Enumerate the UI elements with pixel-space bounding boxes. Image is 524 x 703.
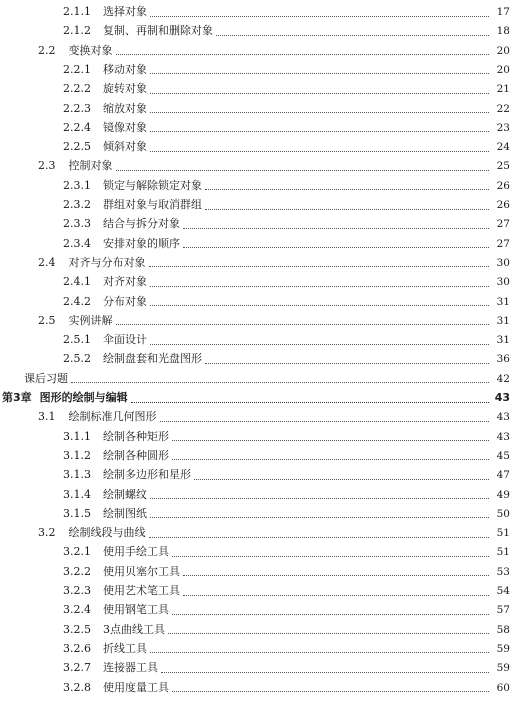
dot-leader [183, 246, 489, 248]
toc-page-number: 51 [496, 527, 510, 540]
dot-leader [150, 497, 489, 499]
toc-number: 2.3.4 [63, 236, 91, 250]
toc-page-number: 51 [496, 546, 510, 559]
toc-page-number: 58 [496, 623, 510, 636]
toc-subsection[interactable] [0, 544, 524, 560]
toc-number: 2.3.3 [63, 217, 91, 231]
dot-leader [183, 227, 489, 229]
toc-page-number: 43 [496, 411, 510, 424]
toc-subsection[interactable] [0, 602, 524, 618]
toc-page-number: 27 [496, 237, 510, 250]
toc-page-number: 31 [496, 295, 510, 308]
toc-title: 选择对象 [103, 5, 147, 18]
toc-subsection[interactable] [0, 23, 524, 39]
dot-leader [183, 574, 489, 576]
toc-page-number: 42 [496, 372, 510, 385]
dot-leader [172, 690, 489, 692]
toc-title: 使用艺术笔工具 [103, 584, 180, 597]
toc-title: 使用度量工具 [103, 680, 169, 694]
toc-title: 伞面设计 [103, 333, 147, 347]
toc-page-number: 49 [496, 488, 510, 501]
toc-page-number: 21 [496, 83, 510, 96]
toc-number: 3.1.2 [63, 448, 91, 462]
toc-page-number: 31 [496, 334, 510, 347]
toc-number: 3.1 [38, 410, 56, 424]
toc-subsection[interactable] [0, 622, 524, 638]
toc-subsection[interactable] [0, 62, 524, 78]
toc-number: 3.2.1 [63, 545, 91, 559]
dot-leader [172, 555, 489, 557]
toc-page-number: 31 [496, 314, 510, 327]
toc-page-number: 27 [496, 218, 510, 231]
toc-subsection[interactable] [0, 506, 524, 522]
toc-number: 2.2 [38, 43, 56, 57]
toc-page-number: 26 [496, 199, 510, 211]
toc-page-number: 47 [496, 469, 510, 482]
toc-page-number: 30 [496, 276, 510, 289]
toc-title: 对齐与分布对象 [68, 255, 146, 269]
toc-subsection[interactable] [0, 487, 524, 503]
toc-page-number: 57 [496, 604, 510, 617]
toc-page-number: 50 [496, 507, 510, 520]
dot-leader [150, 516, 489, 518]
toc-entry[interactable] [0, 371, 524, 387]
toc-page-number: 20 [496, 63, 510, 76]
dot-leader [205, 208, 489, 210]
toc-subsection[interactable] [0, 178, 524, 194]
toc-page-number: 24 [496, 141, 510, 154]
dot-leader [150, 343, 489, 345]
toc-number: 2.5.2 [63, 352, 91, 366]
toc-section[interactable] [0, 409, 524, 425]
toc-number: 3.2.7 [63, 661, 91, 675]
toc-subsection[interactable] [0, 4, 524, 20]
toc-page-number: 17 [496, 6, 510, 18]
toc-subsection[interactable] [0, 583, 524, 599]
dot-leader [150, 15, 489, 17]
toc-page-number: 18 [496, 25, 510, 38]
dot-leader [172, 458, 489, 460]
dot-leader [168, 632, 489, 634]
toc-number: 2.3.1 [63, 178, 91, 192]
dot-leader [150, 304, 489, 306]
toc-subsection[interactable] [0, 236, 524, 252]
toc-number: 2.1.2 [63, 24, 91, 38]
toc-title: 安排对象的顺序 [103, 236, 180, 250]
toc-title: 镜像对象 [103, 120, 147, 134]
toc-title: 图形的绘制与编辑 [39, 391, 128, 404]
toc-page-number: 36 [496, 353, 510, 366]
toc-subsection[interactable] [0, 216, 524, 232]
dot-leader [150, 150, 489, 152]
dot-leader [149, 536, 490, 538]
toc-number: 3.2.3 [63, 584, 91, 597]
toc-page-number: 25 [496, 160, 510, 173]
toc-subsection[interactable] [0, 81, 524, 97]
toc-page-number: 60 [496, 681, 510, 694]
dot-leader [172, 439, 489, 441]
toc-title: 绘制多边形和星形 [103, 468, 191, 482]
toc-page-number: 59 [496, 642, 510, 655]
toc-title: 绘制各种矩形 [103, 429, 169, 443]
toc-title: 使用钢笔工具 [103, 603, 169, 617]
toc-subsection[interactable] [0, 332, 524, 348]
toc-subsection[interactable] [0, 680, 524, 696]
dot-leader [150, 651, 489, 653]
dot-leader [71, 381, 489, 383]
dot-leader [149, 265, 490, 267]
toc-title: 绘制线段与曲线 [68, 526, 146, 540]
toc-section[interactable] [0, 313, 524, 329]
dot-leader [116, 169, 490, 171]
dot-leader [150, 72, 489, 74]
toc-section[interactable] [0, 43, 524, 59]
toc-title: 复制、再制和删除对象 [103, 24, 213, 38]
toc-title: 变换对象 [68, 43, 113, 57]
dot-leader [161, 671, 489, 673]
toc-subsection[interactable] [0, 120, 524, 136]
toc-number: 3.2.6 [63, 641, 91, 655]
dot-leader [183, 594, 489, 596]
toc-number: 3.2.5 [63, 622, 91, 636]
toc-subsection[interactable] [0, 467, 524, 483]
toc-number: 第3章 [2, 391, 32, 404]
dot-leader [205, 362, 489, 364]
toc-title: 结合与拆分对象 [103, 217, 180, 231]
toc-subsection[interactable] [0, 139, 524, 155]
toc-title: 缩放对象 [103, 101, 147, 115]
toc-page-number: 20 [496, 44, 510, 57]
toc-subsection[interactable] [0, 660, 524, 676]
toc-number: 2.3 [38, 159, 56, 173]
toc-number: 2.5 [38, 313, 56, 327]
toc-number: 2.4.2 [63, 294, 91, 308]
toc-title: 3点曲线工具 [103, 622, 165, 636]
dot-leader [116, 323, 490, 325]
dot-leader [160, 420, 490, 422]
dot-leader [150, 92, 489, 94]
toc-page-number: 54 [496, 585, 510, 597]
toc-title: 绘制盘套和光盘图形 [103, 352, 202, 366]
toc-page-number: 43 [496, 430, 510, 443]
toc-title: 使用贝塞尔工具 [103, 564, 180, 578]
toc-title: 绘制各种圆形 [103, 448, 169, 462]
dot-leader [172, 613, 489, 615]
toc-number: 3.2.2 [63, 564, 91, 578]
toc-page-number: 43 [494, 391, 510, 404]
toc-subsection[interactable] [0, 448, 524, 464]
toc-number: 3.1.1 [63, 429, 91, 443]
toc-number: 2.2.4 [63, 120, 91, 134]
toc-subsection[interactable] [0, 294, 524, 310]
toc-title: 折线工具 [103, 641, 147, 655]
toc-number: 3.2 [38, 526, 56, 540]
toc-title: 控制对象 [68, 159, 113, 173]
dot-leader [194, 478, 489, 480]
toc-number: 2.4.1 [63, 275, 91, 289]
toc-subsection[interactable] [0, 564, 524, 580]
toc-number: 3.1.3 [63, 468, 91, 482]
toc-subsection[interactable] [0, 429, 524, 445]
toc-section[interactable] [0, 525, 524, 541]
toc-number: 3.2.8 [63, 680, 91, 694]
toc-number: 2.4 [38, 255, 56, 269]
toc-number: 2.2.1 [63, 62, 91, 76]
toc-title: 对齐对象 [103, 275, 147, 289]
toc-subsection[interactable] [0, 197, 524, 213]
toc-title: 群组对象与取消群组 [103, 198, 202, 211]
toc-title: 实例讲解 [68, 313, 113, 327]
toc-number: 2.5.1 [63, 333, 91, 347]
toc-title: 移动对象 [103, 62, 147, 76]
toc-number: 3.1.4 [63, 487, 91, 501]
toc-page-number: 30 [496, 256, 510, 269]
dot-leader [205, 188, 489, 190]
toc-title: 绘制标准几何图形 [68, 410, 157, 424]
toc-subsection[interactable] [0, 351, 524, 367]
toc-title: 绘制图纸 [103, 506, 147, 520]
dot-leader [116, 53, 490, 55]
toc-number: 3.1.5 [63, 506, 91, 520]
toc-title: 分布对象 [103, 294, 147, 308]
toc-section[interactable] [0, 158, 524, 174]
toc-subsection[interactable] [0, 641, 524, 657]
dot-leader [131, 401, 489, 403]
toc-chapter[interactable] [0, 390, 524, 406]
toc-subsection[interactable] [0, 274, 524, 290]
toc-page-number: 23 [496, 121, 510, 134]
dot-leader [150, 285, 489, 287]
toc-number: 2.2.2 [63, 82, 91, 96]
toc-title: 锁定与解除锁定对象 [103, 178, 202, 192]
toc-page-number: 22 [496, 102, 510, 115]
toc-title: 课后习题 [24, 371, 68, 385]
dot-leader [216, 34, 489, 36]
toc-number: 2.3.2 [63, 198, 91, 211]
toc-title: 旋转对象 [103, 82, 147, 96]
toc-page-number: 45 [496, 449, 510, 462]
toc-page-number: 26 [496, 179, 510, 192]
dot-leader [150, 111, 489, 113]
dot-leader [150, 130, 489, 132]
toc-subsection[interactable] [0, 101, 524, 117]
toc-title: 使用手绘工具 [103, 545, 169, 559]
toc-title: 绘制螺纹 [103, 487, 147, 501]
toc-page-number: 53 [496, 565, 510, 578]
toc-title: 倾斜对象 [103, 140, 147, 154]
toc-number: 2.1.1 [63, 5, 91, 18]
toc-page-number: 59 [496, 662, 510, 675]
toc-number: 2.2.5 [63, 140, 91, 154]
toc-number: 3.2.4 [63, 603, 91, 617]
toc-number: 2.2.3 [63, 101, 91, 115]
toc-title: 连接器工具 [103, 661, 158, 675]
toc-section[interactable] [0, 255, 524, 271]
